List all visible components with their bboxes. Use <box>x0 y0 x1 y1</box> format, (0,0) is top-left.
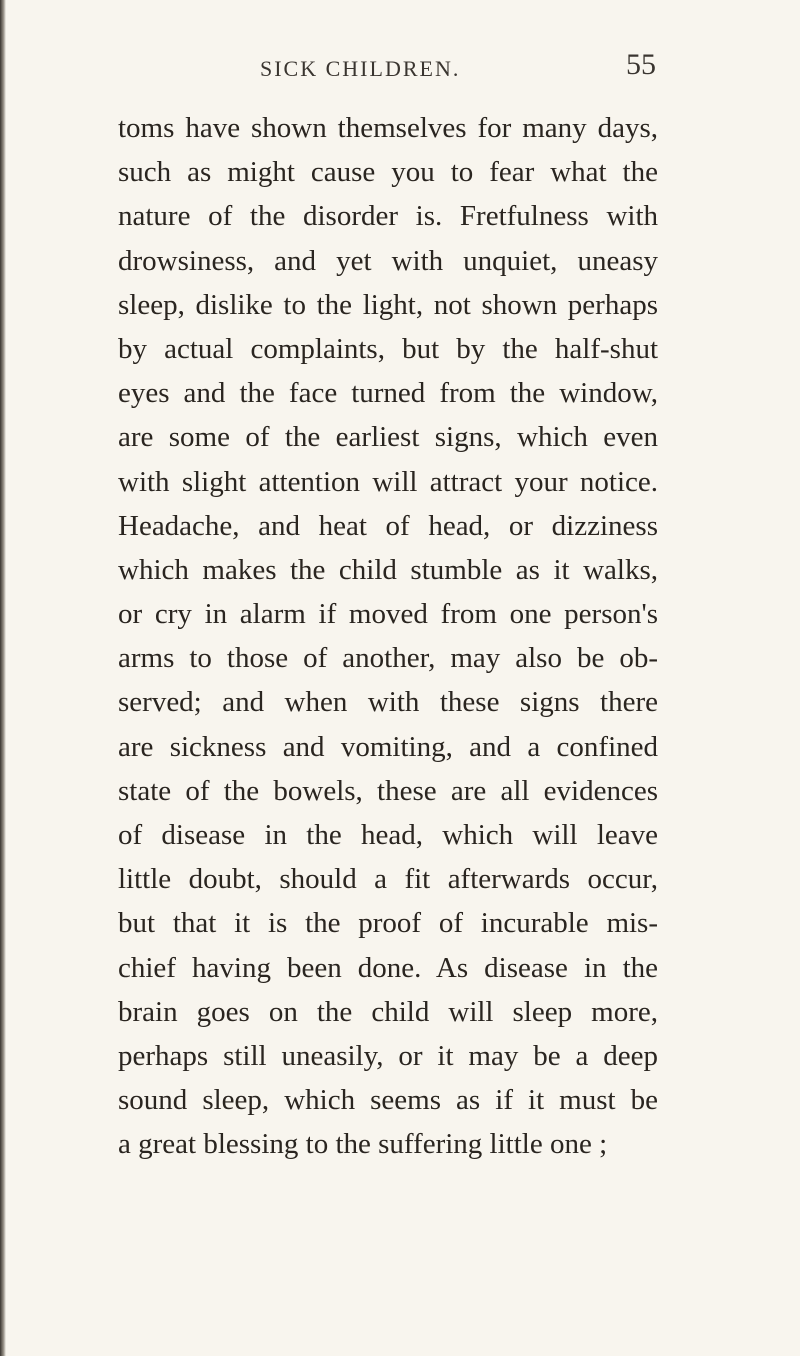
text-line: are some of the earliest signs, which even <box>118 421 658 454</box>
text-line: but that it is the proof of incurable mis- <box>118 907 658 940</box>
text-line: little doubt, should a fit afterwards occur, <box>118 863 658 896</box>
text-line: Headache, and heat of head, or dizziness <box>118 509 658 542</box>
text-line: chief having been done. As disease in the <box>118 951 658 984</box>
text-line: or cry in alarm if moved from one person's <box>118 598 658 631</box>
text-line: such as might cause you to fear what the <box>118 156 658 189</box>
text-line: arms to those of another, may also be ob- <box>118 642 658 675</box>
text-line: state of the bowels, these are all evidences <box>118 774 658 807</box>
page-number: 55 <box>626 48 656 81</box>
text-line: which makes the child stumble as it walks, <box>118 553 658 586</box>
text-line: a great blessing to the suffering little one ; <box>118 1128 608 1161</box>
text-line: of disease in the head, which will leave <box>118 819 658 851</box>
text-line: toms have shown themselves for many days, <box>118 112 658 144</box>
text-line: drowsiness, and yet with unquiet, uneasy <box>118 244 658 277</box>
text-line: nature of the disorder is. Fretfulness with <box>118 200 658 233</box>
text-line: sleep, dislike to the light, not shown perhaps <box>118 288 658 321</box>
text-line: sound sleep, which seems as if it must be <box>118 1084 658 1117</box>
text-line: served; and when with these signs there <box>118 686 658 719</box>
text-line: perhaps still uneasily, or it may be a deep <box>118 1039 658 1072</box>
text-line: brain goes on the child will sleep more, <box>118 995 658 1028</box>
page-gutter-shadow <box>0 0 6 1356</box>
text-line: are sickness and vomiting, and a confined <box>118 730 658 763</box>
text-line: eyes and the face turned from the window, <box>118 377 658 410</box>
body-text <box>118 106 658 1167</box>
running-head <box>118 48 656 88</box>
running-title: SICK CHILDREN. <box>260 56 461 81</box>
text-line: with slight attention will attract your notice. <box>118 465 658 498</box>
text-line: by actual complaints, but by the half-shut <box>118 332 658 365</box>
